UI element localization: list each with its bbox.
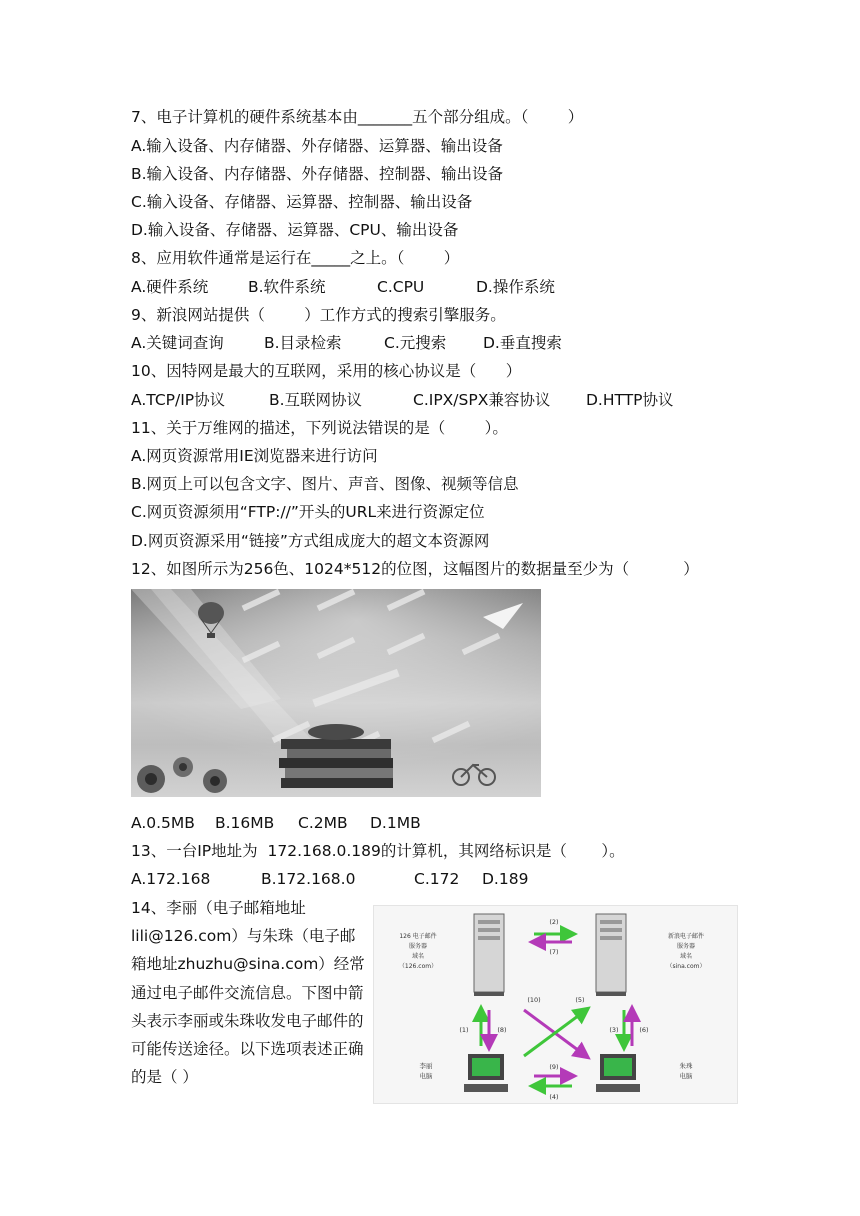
q12-option-d: D.1MB bbox=[370, 814, 421, 832]
q9-option-a: A.关键词查询 bbox=[131, 334, 224, 352]
arrow-label-6: (6) bbox=[639, 1026, 649, 1034]
bitmap-image bbox=[131, 589, 541, 797]
q9-option-d: D.垂直搜索 bbox=[483, 334, 562, 352]
q9-stem: 9、新浪网站提供（ ）工作方式的搜索引擎服务。 bbox=[131, 306, 506, 324]
q11-option-b: B.网页上可以包含文字、图片、声音、图像、视频等信息 bbox=[131, 475, 519, 493]
left-pc-label-1: 李丽 bbox=[419, 1062, 433, 1070]
q13-option-c: C.172 bbox=[414, 870, 460, 888]
q8-option-b: B.软件系统 bbox=[248, 278, 326, 296]
left-server-label-2: 服务器 bbox=[408, 943, 428, 950]
q13-option-b: B.172.168.0 bbox=[261, 870, 356, 888]
q11-option-a: A.网页资源常用IE浏览器来进行访问 bbox=[131, 447, 378, 465]
q7-option-c: C.输入设备、存储器、运算器、控制器、输出设备 bbox=[131, 193, 473, 211]
q8-option-a: A.硬件系统 bbox=[131, 278, 209, 296]
q7-stem: 7、电子计算机的硬件系统基本由_______五个部分组成。（ ） bbox=[131, 108, 584, 126]
arrow-label-8: (8) bbox=[497, 1026, 507, 1034]
q7-option-d: D.输入设备、存储器、运算器、CPU、输出设备 bbox=[131, 221, 459, 239]
q12-option-c: C.2MB bbox=[298, 814, 348, 832]
q14-stem: 14、李丽（电子邮箱地址lili@126.com）与朱珠（电子邮箱地址zhuzhu@sina.com）经常通过电子邮件交流信息。下图中箭头表示李丽或朱珠收发电子邮件的可能传送途径。以下选项表述正确的是（ ） bbox=[131, 899, 365, 1087]
q8-stem: 8、应用软件通常是运行在_____之上。（ ） bbox=[131, 249, 460, 267]
q10-stem: 10、因特网是最大的互联网，采用的核心协议是（ ） bbox=[131, 362, 522, 380]
q7-option-b: B.输入设备、内存储器、外存储器、控制器、输出设备 bbox=[131, 165, 504, 183]
arrow-label-10: (10) bbox=[527, 996, 541, 1004]
q11-option-d: D.网页资源采用“链接”方式组成庞大的超文本资源网 bbox=[131, 532, 490, 550]
left-server-label-3: 域名 bbox=[411, 953, 425, 960]
q10-option-d: D.HTTP协议 bbox=[586, 391, 674, 409]
q10-option-c: C.IPX/SPX兼容协议 bbox=[413, 391, 551, 409]
right-pc-label-2: 电脑 bbox=[679, 1072, 693, 1080]
right-pc-icon bbox=[596, 1054, 640, 1092]
q11-option-c: C.网页资源须用“FTP://”开头的URL来进行资源定位 bbox=[131, 503, 485, 521]
q8-option-c: C.CPU bbox=[377, 278, 425, 296]
right-pc-label-1: 朱珠 bbox=[679, 1062, 693, 1070]
q12-stem: 12、如图所示为256色、1024*512的位图，这幅图片的数据量至少为（ ） bbox=[131, 560, 699, 578]
left-server-label-1: 126 电子邮件 bbox=[399, 933, 437, 940]
q8-option-d: D.操作系统 bbox=[476, 278, 555, 296]
arrow-label-2: (2) bbox=[549, 918, 559, 926]
right-server-label-2: 服务器 bbox=[676, 943, 696, 950]
q13-option-a: A.172.168 bbox=[131, 870, 211, 888]
right-server-label-1: 新浪电子邮件 bbox=[667, 933, 705, 940]
arrow-label-3: (3) bbox=[609, 1026, 619, 1034]
left-pc-label-2: 电脑 bbox=[419, 1072, 433, 1080]
q12-option-b: B.16MB bbox=[215, 814, 275, 832]
q7-option-a: A.输入设备、内存储器、外存储器、运算器、输出设备 bbox=[131, 137, 503, 155]
q13-option-d: D.189 bbox=[482, 870, 529, 888]
bitmap-illustration bbox=[131, 589, 541, 797]
arrow-label-4: (4) bbox=[549, 1093, 559, 1101]
email-diagram-svg bbox=[374, 906, 737, 1103]
right-server-icon bbox=[596, 914, 626, 996]
q11-stem: 11、关于万维网的描述，下列说法错误的是（ ）。 bbox=[131, 419, 508, 437]
q9-option-c: C.元搜索 bbox=[384, 334, 447, 352]
arrow-label-1: (1) bbox=[459, 1026, 469, 1034]
q10-option-a: A.TCP/IP协议 bbox=[131, 391, 226, 409]
email-diagram bbox=[373, 905, 738, 1104]
left-server-icon bbox=[474, 914, 504, 996]
q12-option-a: A.0.5MB bbox=[131, 814, 195, 832]
arrow-label-9: (9) bbox=[549, 1063, 559, 1071]
left-server-label-4: （126.com） bbox=[398, 963, 438, 970]
q10-option-b: B.互联网协议 bbox=[269, 391, 363, 409]
right-server-label-4: （sina.com） bbox=[666, 963, 706, 970]
arrow-label-5: (5) bbox=[575, 996, 585, 1004]
arrow-label-7: (7) bbox=[549, 948, 559, 956]
q13-stem: 13、一台IP地址为 172.168.0.189的计算机，其网络标识是（ ）。 bbox=[131, 842, 625, 860]
q9-option-b: B.目录检索 bbox=[264, 334, 342, 352]
right-server-label-3: 域名 bbox=[679, 953, 693, 960]
left-pc-icon bbox=[464, 1054, 508, 1092]
